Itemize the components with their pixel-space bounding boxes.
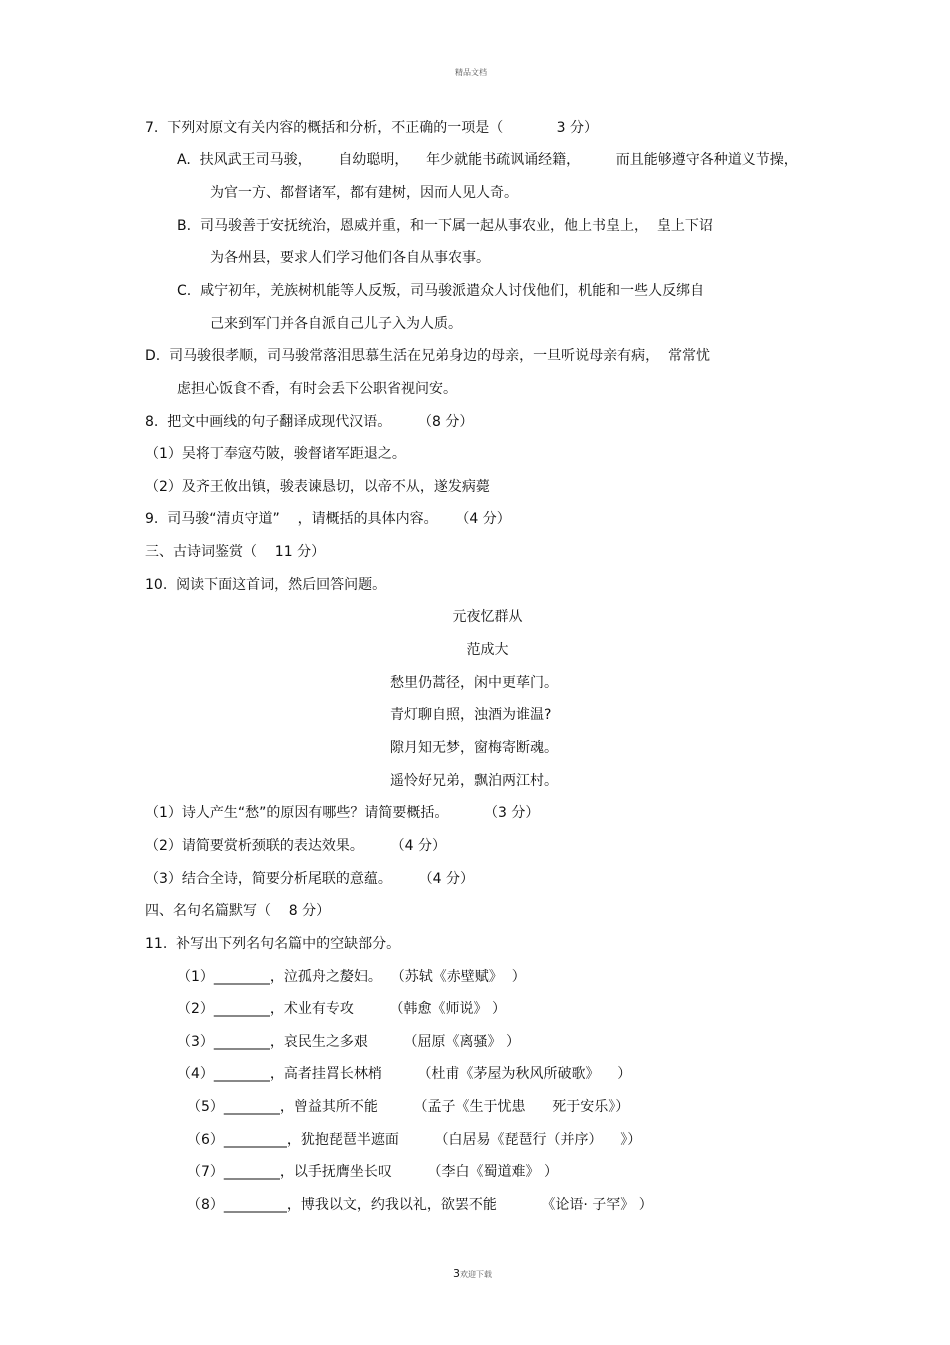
q7-option-d-line1: D. 司马骏很孝顺，司马骏常落泪思慕生活在兄弟身边的母亲，一旦听说母亲有病， 常常忧 — [145, 348, 711, 364]
poem-line: 愁里仍蒿径，闲中更荜门。 — [390, 675, 558, 691]
q11-item-8: （8）_________，博我以文，约我以礼，欲罢不能 《论语· 子罕》 ） — [187, 1197, 653, 1213]
question-11-stem: 11. 补写出下列名句名篇中的空缺部分。 — [145, 936, 401, 952]
q10-subquestion-3: （3）结合全诗，简要分析尾联的意蕴。 （4 分） — [145, 871, 474, 887]
q11-item-5: （5）________，曾益其所不能 （孟子《生于忧患 死于安乐》） — [187, 1099, 630, 1115]
poem-author: 范成大 — [466, 642, 509, 658]
poem-line: 遥怜好兄弟，飘泊两江村。 — [390, 773, 558, 789]
page-number: 3 — [453, 1267, 460, 1280]
q7-option-c-line2: 己来到军门并各自派自己儿子入为人质。 — [210, 316, 462, 332]
q11-item-1: （1）________，泣孤舟之嫠妇。 （苏轼《赤壁赋》 ） — [177, 969, 526, 985]
question-10-stem: 10. 阅读下面这首词，然后回答问题。 — [145, 577, 387, 593]
page-header: 精品文档 — [455, 68, 487, 77]
q11-item-4: （4）________，高者挂罥长林梢 （杜甫《茅屋为秋风所破歌》 ） — [177, 1066, 632, 1082]
q7-option-d-line2: 虑担心饭食不香，有时会丢下公职省视问安。 — [177, 381, 457, 397]
q11-item-2: （2）________，术业有专攻 （韩愈《师说》 ） — [177, 1001, 506, 1017]
poem-title: 元夜忆群从 — [452, 609, 523, 625]
q7-option-a-line2: 为官一方、都督诸军，都有建树，因而人见人奇。 — [210, 185, 518, 201]
section-3-heading: 三、古诗词鉴赏（ 11 分） — [145, 544, 326, 560]
q7-option-b-line1: B. 司马骏善于安抚统治，恩威并重，和一下属一起从事农业，他上书皇上， 皇上下诏 — [177, 218, 713, 234]
q8-sentence-2: （2）及齐王攸出镇，骏表谏恳切，以帝不从，遂发病薨 — [145, 479, 490, 495]
q11-item-3: （3）________，哀民生之多艰 （屈原《离骚》 ） — [177, 1034, 520, 1050]
q10-subquestion-1: （1）诗人产生“愁”的原因有哪些？请简要概括。 （3 分） — [145, 805, 540, 821]
question-9: 9. 司马骏“清贞守道” ，请概括的具体内容。 （4 分） — [145, 511, 511, 527]
q7-option-b-line2: 为各州县，要求人们学习他们各自从事农事。 — [210, 250, 490, 266]
poem-line: 青灯聊自照，浊酒为谁温? — [390, 707, 552, 723]
question-7-stem: 7. 下列对原文有关内容的概括和分析，不正确的一项是（ 3 分） — [145, 120, 599, 136]
section-4-heading: 四、名句名篇默写（ 8 分） — [145, 903, 331, 919]
poem-line: 隙月知无梦，窗梅寄断魂。 — [390, 740, 558, 756]
q11-item-7: （7）________，以手抚膺坐长叹 （李白《蜀道难》 ） — [187, 1164, 558, 1180]
q8-sentence-1: （1）吴将丁奉寇芍陂，骏督诸军距退之。 — [145, 446, 406, 462]
page-footer — [453, 1262, 492, 1281]
q7-option-a-line1: A. 扶风武王司马骏， 自幼聪明， 年少就能书疏讽诵经籍， 而且能够遵守各种道义节操， — [177, 152, 798, 168]
q10-subquestion-2: （2）请简要赏析颈联的表达效果。 （4 分） — [145, 838, 446, 854]
q11-item-6: （6）_________，犹抱琵琶半遮面 （白居易《琵琶行（并序） 》） — [187, 1132, 642, 1148]
question-8-stem: 8. 把文中画线的句子翻译成现代汉语。 （8 分） — [145, 414, 474, 430]
q7-option-c-line1: C. 咸宁初年，羌族树机能等人反叛，司马骏派遣众人讨伐他们，机能和一些人反绑自 — [177, 283, 705, 299]
footer-label: 欢迎下载 — [460, 1270, 492, 1279]
